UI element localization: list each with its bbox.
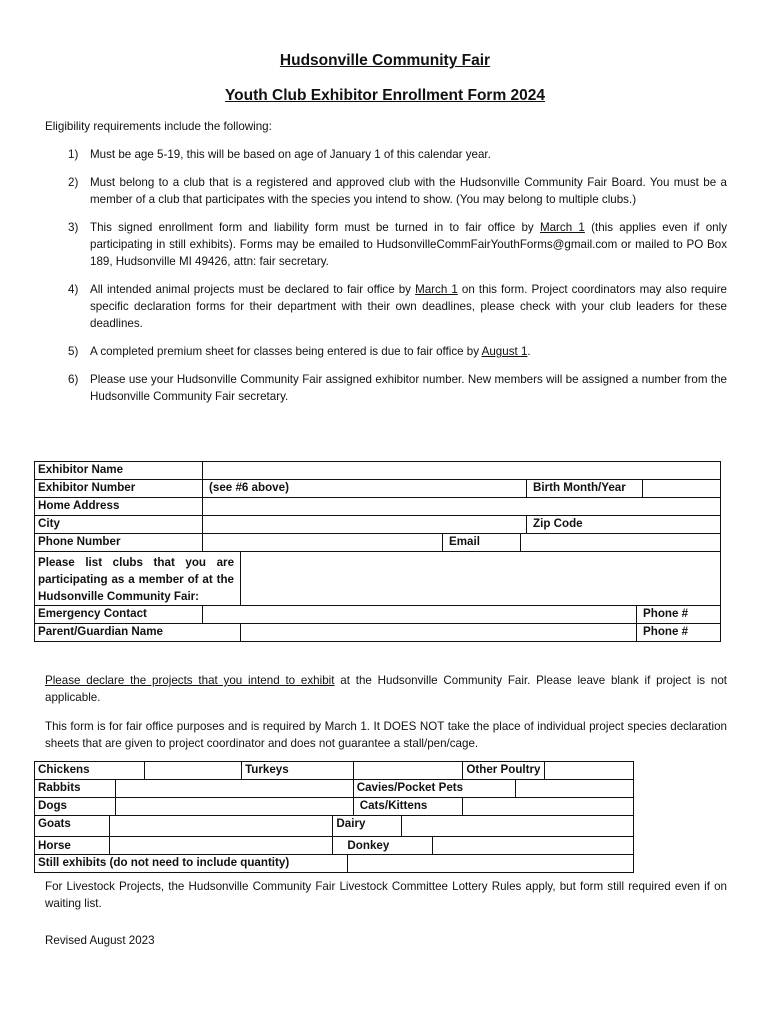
clubs-field[interactable] (241, 552, 721, 606)
emergency-phone-field[interactable] (637, 606, 721, 624)
emergency-phone-label: Phone # (643, 607, 689, 620)
email-label: Email (443, 534, 521, 552)
horse-label: Horse (35, 837, 110, 855)
parent-guardian-field[interactable] (241, 624, 637, 642)
emergency-contact-field[interactable] (203, 606, 637, 624)
guardian-phone-field[interactable] (637, 624, 721, 642)
deadline-date: August 1 (481, 345, 528, 358)
list-item: 6) Please use your Hudsonville Community Fair assigned exhibitor number. New members will be assigned a number from the Hudsonville Community Fair secretary. (68, 373, 727, 403)
rabbits-label: Rabbits (35, 780, 116, 798)
birth-month-year-label: Birth Month/Year (527, 480, 643, 498)
birth-month-year-field[interactable] (643, 480, 721, 498)
guardian-phone-label: Phone # (643, 625, 689, 638)
still-exhibits-field[interactable] (347, 855, 633, 873)
list-item: 1) Must be age 5-19, this will be based on age of January 1 of this calendar year. (68, 148, 491, 161)
projects-note: This form is for fair office purposes and is required by March 1. It DOES NOT take the place of individual project species declaration sheets that are given to project coordinator and does not guarantee a stall/pen/cage. (45, 720, 727, 750)
dairy-field[interactable] (402, 816, 634, 837)
clubs-prompt-label: Please list clubs that you are participating as a member of at the Hudsonville Community Fair: (35, 552, 241, 606)
phone-number-label: Phone Number (35, 534, 203, 552)
organization-title: Hudsonville Community Fair (279, 52, 491, 69)
city-label: City (35, 516, 203, 534)
list-item: 2) Must belong to a club that is a registered and approved club with the Hudsonville Community Fair Board. You must be a member of a club that participates with the species you intend to show. (You may belong to multiple clubs.) (68, 176, 727, 206)
chickens-field[interactable] (144, 762, 241, 780)
list-item: 5) A completed premium sheet for classes being entered is due to fair office by August 1. (68, 345, 531, 358)
list-item: 4) All intended animal projects must be declared to fair office by March 1 on this form. Project coordinators may also require specific declaration forms for their department with their own deadlines, please check with your club leaders for these deadlines. (68, 283, 727, 330)
exhibitor-number-field[interactable] (203, 480, 527, 498)
home-address-label: Home Address (35, 498, 203, 516)
eligibility-intro: Eligibility requirements include the following: (45, 120, 272, 133)
turkeys-label: Turkeys (242, 762, 354, 780)
email-field[interactable] (521, 534, 721, 552)
goats-field[interactable] (110, 816, 333, 837)
chickens-label: Chickens (35, 762, 145, 780)
zip-code-field[interactable] (527, 516, 721, 534)
city-field[interactable] (203, 516, 527, 534)
exhibitor-name-field[interactable] (203, 462, 721, 480)
dogs-label: Dogs (35, 798, 116, 816)
project-declaration-table (34, 761, 634, 873)
home-address-field[interactable] (203, 498, 721, 516)
cavies-field[interactable] (516, 780, 634, 798)
list-item: 3) This signed enrollment form and liability form must be turned in to fair office by March 1 (this applies even if only participating in still exhibits). Forms may be emailed to HudsonvilleCommFairYouthForms@gmail.com or mailed to PO Box 189, Hudsonville MI 49426, attn: fair secretary. (68, 221, 727, 268)
form-title: Youth Club Exhibitor Enrollment Form 2024 (224, 87, 546, 104)
revised-date: Revised August 2023 (45, 934, 155, 947)
parent-guardian-label: Parent/Guardian Name (35, 624, 241, 642)
eligibility-list (45, 146, 727, 416)
deadline-date: March 1 (415, 283, 458, 296)
dairy-label: Dairy (333, 816, 402, 837)
deadline-date: March 1 (539, 221, 585, 234)
donkey-field[interactable] (432, 837, 633, 855)
rabbits-field[interactable] (116, 780, 354, 798)
turkeys-field[interactable] (353, 762, 463, 780)
still-exhibits-label: Still exhibits (do not need to include quantity) (35, 855, 348, 873)
exhibitor-name-label: Exhibitor Name (35, 462, 203, 480)
emergency-contact-label: Emergency Contact (35, 606, 203, 624)
cats-label: Cats/Kittens (353, 798, 463, 816)
other-poultry-field[interactable] (544, 762, 633, 780)
dogs-field[interactable] (116, 798, 354, 816)
cavies-label: Cavies/Pocket Pets (353, 780, 515, 798)
projects-instructions: Please declare the projects that you intend to exhibit at the Hudsonville Community Fair. Please leave blank if project is not applicable. (45, 674, 727, 704)
exhibitor-number-hint: (see #6 above) (209, 481, 289, 494)
goats-label: Goats (35, 816, 110, 837)
horse-field[interactable] (110, 837, 333, 855)
cats-field[interactable] (463, 798, 634, 816)
phone-number-field[interactable] (203, 534, 443, 552)
donkey-label: Donkey (333, 837, 433, 855)
other-poultry-label: Other Poultry (463, 762, 544, 780)
exhibitor-info-table (34, 461, 721, 642)
zip-code-label: Zip Code (533, 517, 583, 530)
livestock-note: For Livestock Projects, the Hudsonville Community Fair Livestock Committee Lottery Rules apply, but form still required even if on waiting list. (45, 880, 727, 910)
exhibitor-number-label: Exhibitor Number (35, 480, 203, 498)
